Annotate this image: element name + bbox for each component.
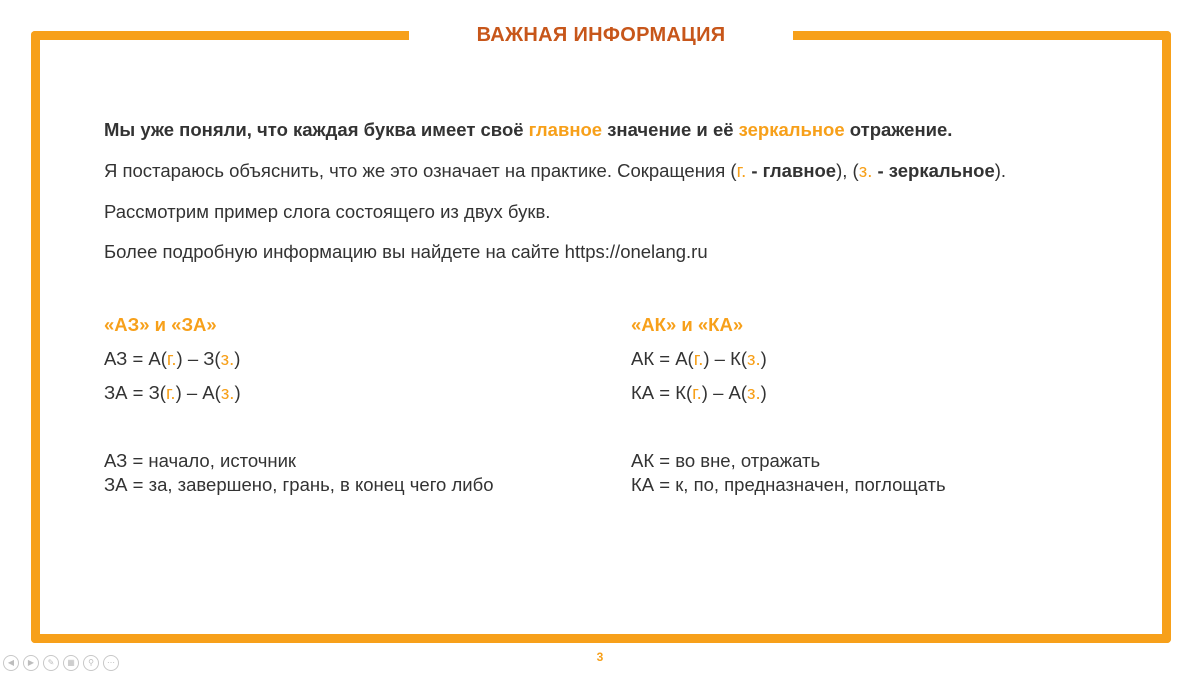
intro-line-1-text-a: Мы уже поняли, что каждая буква имеет своё bbox=[104, 119, 529, 140]
left-formula-1-mirror: з. bbox=[220, 348, 235, 369]
left-formula-2-mirror: з. bbox=[220, 382, 235, 403]
intro-line-1-text-e: отражение. bbox=[844, 119, 953, 140]
left-formula-1-a: АЗ = А( bbox=[104, 348, 167, 369]
intro-line-2-text-g: ). bbox=[994, 160, 1007, 181]
slides-grid-icon[interactable]: ▦ bbox=[63, 655, 79, 671]
left-formula-2-c: ) – А( bbox=[175, 382, 221, 403]
right-formula-2-main: г. bbox=[692, 382, 702, 403]
left-formula-2-a: ЗА = З( bbox=[104, 382, 166, 403]
right-formula-2-e: ) bbox=[760, 382, 767, 403]
zoom-icon[interactable]: ⚲ bbox=[83, 655, 99, 671]
intro-line-1-accent-mirror: зеркальное bbox=[738, 119, 845, 140]
right-formula-2 bbox=[631, 381, 767, 405]
intro-line-2-abbr-main: г. bbox=[736, 160, 747, 181]
right-formula-2-a: КА = К( bbox=[631, 382, 693, 403]
right-formula-1-mirror: з. bbox=[747, 348, 761, 369]
right-meaning-1: АК = во вне, отражать bbox=[631, 450, 821, 471]
right-column-title: «АК» и «КА» bbox=[631, 314, 744, 335]
intro-line-1-text-c: значение и её bbox=[602, 119, 739, 140]
frame-top-left bbox=[31, 31, 409, 40]
frame-top-right bbox=[793, 31, 1171, 40]
previous-slide-icon[interactable]: ◀ bbox=[3, 655, 19, 671]
intro-line-2-main-label: - главное bbox=[746, 160, 837, 181]
intro-line-1-accent-main: главное bbox=[528, 119, 603, 140]
right-formula-1 bbox=[631, 347, 767, 371]
left-meaning-1: АЗ = начало, источник bbox=[104, 450, 297, 471]
left-meaning-2: ЗА = за, завершено, грань, в конец чего либо bbox=[104, 474, 494, 495]
frame-left bbox=[31, 31, 40, 643]
right-formula-1-c: ) – К( bbox=[703, 348, 748, 369]
intro-line-4: Более подробную информацию вы найдете на сайте https://onelang.ru bbox=[104, 241, 708, 262]
intro-line-2 bbox=[104, 159, 1006, 183]
right-formula-1-a: АК = А( bbox=[631, 348, 694, 369]
right-formula-1-main: г. bbox=[693, 348, 704, 369]
intro-line-2-text-d: ), ( bbox=[836, 160, 859, 181]
slide-title: ВАЖНАЯ ИНФОРМАЦИЯ bbox=[476, 24, 726, 46]
intro-line-2-text-a: Я постараюсь объяснить, что же это означает на практике. Сокращения ( bbox=[104, 160, 737, 181]
left-formula-1 bbox=[104, 347, 240, 371]
right-formula-2-mirror: з. bbox=[747, 382, 761, 403]
left-formula-1-c: ) – З( bbox=[176, 348, 221, 369]
frame-bottom bbox=[31, 634, 1171, 643]
more-options-icon[interactable]: ⋯ bbox=[103, 655, 119, 671]
next-slide-icon[interactable]: ▶ bbox=[23, 655, 39, 671]
left-formula-2-main: г. bbox=[165, 382, 176, 403]
intro-line-2-mirror-label: - зеркальное bbox=[872, 160, 995, 181]
left-formula-1-e: ) bbox=[234, 348, 241, 369]
page-number: 3 bbox=[596, 650, 604, 664]
right-formula-2-c: ) – А( bbox=[701, 382, 748, 403]
left-column-title: «АЗ» и «ЗА» bbox=[104, 314, 217, 335]
left-formula-2 bbox=[104, 381, 241, 405]
intro-line-3: Рассмотрим пример слога состоящего из двух букв. bbox=[104, 201, 551, 222]
left-formula-2-e: ) bbox=[234, 382, 241, 403]
right-formula-1-e: ) bbox=[760, 348, 767, 369]
slideshow-nav-bar bbox=[3, 655, 119, 671]
frame-right bbox=[1162, 31, 1171, 643]
intro-line-2-abbr-mirror: з. bbox=[858, 160, 873, 181]
right-meaning-2: КА = к, по, предназначен, поглощать bbox=[631, 474, 946, 495]
pen-icon[interactable]: ✎ bbox=[43, 655, 59, 671]
left-formula-1-main: г. bbox=[166, 348, 177, 369]
intro-line-1 bbox=[104, 118, 952, 142]
